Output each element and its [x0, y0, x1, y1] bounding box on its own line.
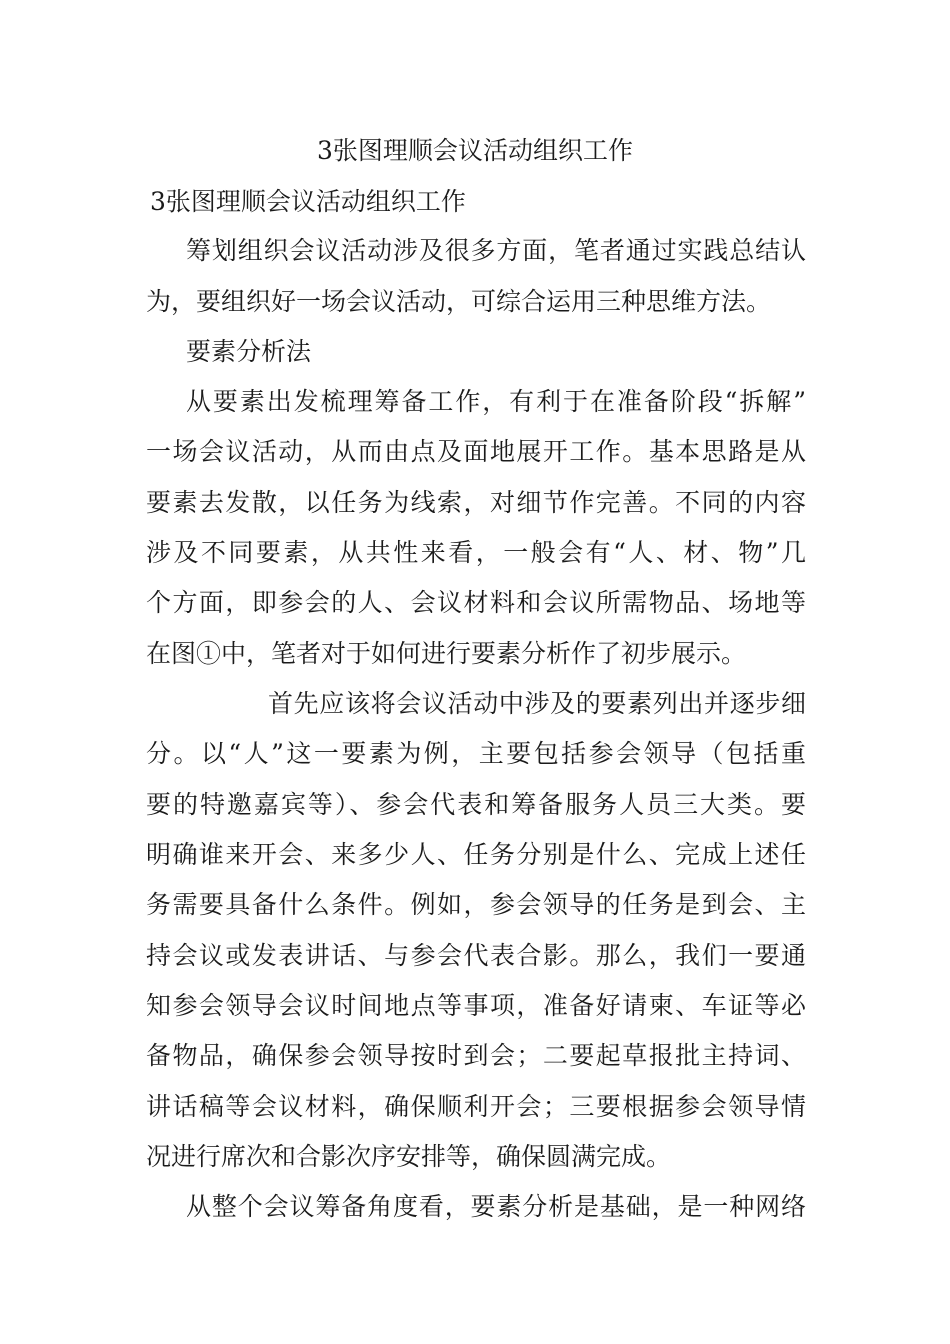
document-title: 3张图理顺会议活动组织工作 [317, 136, 633, 165]
paragraph-line: 要素去发散，以任务为线索，对细节作完善。不同的内容 [146, 488, 806, 517]
paragraph-line: 务需要具备什么条件。例如，参会领导的任务是到会、主 [146, 890, 806, 919]
paragraph-line: 持会议或发表讲话、与参会代表合影。那么，我们一要通 [146, 941, 806, 970]
paragraph-line: 首先应该将会议活动中涉及的要素列出并逐步细 [268, 689, 806, 718]
paragraph-line: 个方面，即参会的人、会议材料和会议所需物品、场地等 [146, 588, 806, 617]
paragraph-line: 备物品，确保参会领导按时到会；二要起草报批主持词、 [146, 1041, 806, 1070]
paragraph-line: 要的特邀嘉宾等）、参会代表和筹备服务人员三大类。要 [146, 790, 806, 819]
section-heading: 要素分析法 [186, 337, 312, 366]
paragraph-line: 筹划组织会议活动涉及很多方面，笔者通过实践总结认 [186, 236, 806, 265]
paragraph-line: 知参会领导会议时间地点等事项，准备好请柬、车证等必 [146, 991, 806, 1020]
paragraph-line: 在图①中，笔者对于如何进行要素分析作了初步展示。 [146, 639, 747, 668]
paragraph-line: 分。以“人”这一要素为例，主要包括参会领导（包括重 [146, 739, 806, 768]
paragraph-line: 从要素出发梳理筹备工作，有利于在准备阶段“拆解” [186, 387, 806, 416]
paragraph-line: 况进行席次和合影次序安排等，确保圆满完成。 [146, 1142, 672, 1171]
paragraph-line: 一场会议活动，从而由点及面地展开工作。基本思路是从 [146, 437, 806, 466]
paragraph-line: 讲话稿等会议材料，确保顺利开会；三要根据参会领导情 [146, 1092, 806, 1121]
paragraph-line: 涉及不同要素，从共性来看，一般会有“人、材、物”几 [146, 538, 806, 567]
paragraph-line: 为，要组织好一场会议活动，可综合运用三种思维方法。 [146, 287, 772, 316]
paragraph-line: 明确谁来开会、来多少人、任务分别是什么、完成上述任 [146, 840, 806, 869]
paragraph-line: 从整个会议筹备角度看，要素分析是基础，是一种网络 [186, 1192, 806, 1221]
document-subtitle: 3张图理顺会议活动组织工作 [150, 187, 466, 216]
